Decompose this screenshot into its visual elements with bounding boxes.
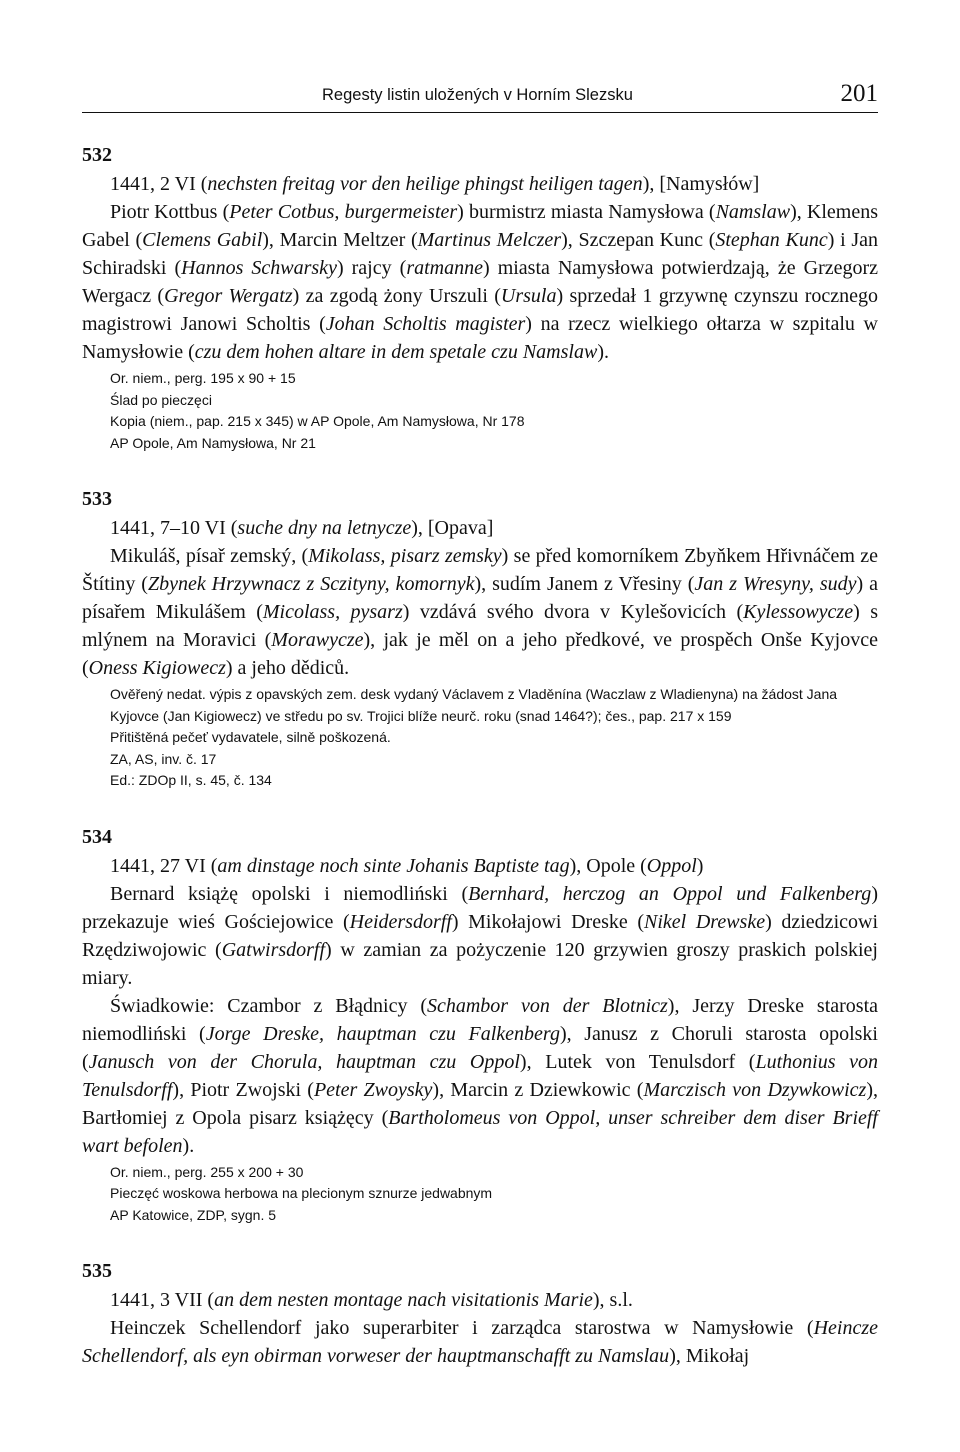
note: Přitištěná pečeť vydavatele, silně poškozená. [110,729,391,745]
note: AP Opole, Am Namysłowa, Nr 21 [110,434,316,451]
entry-body: Bernard książę opolski i niemodliński (Bernhard, herczog an Oppol und Falkenberg) przekazuje wieś Gościejowice (Heidersdorff) Mikołajowi Dreske (Nikel Drewske) dziedzicowi Rzędziwojowic (Gatwirsdorff) w zamian za pożyczenie 120 grzywien groszy praskich polskiej miary. [82,882,878,989]
entry-notes [82,684,878,792]
entry-number: 532 [82,144,112,166]
note: AP Katowice, ZDP, sygn. 5 [110,1206,277,1223]
entry-number: 533 [82,488,112,510]
entry-date: 1441, 27 VI (am dinstage noch sinte Johanis Baptiste tag), Opole (Oppol) [110,854,704,877]
note: Pieczęć woskowa herbowa na plecionym sznurze jedwabnym [110,1185,493,1201]
note: Ed.: ZDOp II, s. 45, č. 134 [110,772,272,788]
entry-notes [82,1162,878,1227]
note: Or. niem., perg. 255 x 200 + 30 [110,1163,304,1180]
document-page [82,0,878,1452]
entry-number: 534 [82,825,112,848]
entry-date: 1441, 7–10 VI (suche dny na letnycze), [Opava] [110,517,494,539]
entry-date: 1441, 2 VI (nechsten freitag vor den heilige phingst heiligen tagen), [Namysłów] [110,173,760,195]
note: Kopia (niem., pap. 215 x 345) w AP Opole, Am Namysłowa, Nr 178 [110,413,525,429]
entry-534 [82,822,878,1227]
note: Or. niem., perg. 195 x 90 + 15 [110,370,296,386]
entry-body: Piotr Kottbus (Peter Cotbus, burgermeister) burmistrz miasta Namysłowa (Namslaw), Klemens Gabel (Clemens Gabil), Marcin Meltzer (Martinus Melczer), Szczepan Kunc (Stephan Kunc) i Jan Schiradski (Hannos Schwarsky) rajcy (ratmanne) miasta Namysłowa potwierdzają, że Grzegorz Wergacz (Gregor Wergatz) za zgodą żony Urszuli (Ursula) sprzedał 1 grzywnę czynszu rocznego magistrowi Janowi Scholtis (Johan Scholtis magister) na rzecz wielkiego ołtarza w szpitalu w Namysłowie (czu dem hohen altare in dem spetale czu Namslaw). [82,201,879,363]
entry-number: 535 [82,1260,112,1282]
entry-body: Mikuláš, písař zemský, (Mikolass, pisarz zemsky) se před komorníkem Zbyňkem Hřivnáčem ze Štítiny (Zbynek Hrzywnacz z Sczityny, komornyk), sudím Janem z Vřesiny (Jan z Wresyny, sudy) a písařem Mikulášem (Micolass, pysarz) vzdává svého dvora v Kylešovicích (Kylessowycze) s mlýnem na Moravici (Morawycze), jak je měl on a jeho předkové, ve prospěch Onše Kyjovce (Oness Kigiowecz) a jeho dědiců. [82,545,879,679]
entry-date: 1441, 3 VII (an dem nesten montage nach visitationis Marie), s.l. [110,1289,633,1311]
content [82,140,878,1400]
note: Ověřený nedat. výpis z opavských zem. desk vydaný Václavem z Vladěnína (Waczlaw z Wladienyna) na žádost Jana Kyjovce (Jan Kigiowecz) ve středu po sv. Trojici blíže neurč. roku (snad 1464?); čes., pap. 217 x 159 [110,686,838,724]
running-header [82,78,878,113]
note: ZA, AS, inv. č. 17 [110,750,217,767]
entry-532 [82,140,878,454]
entry-witnesses: Świadkowie: Czambor z Błądnicy (Schambor von der Blotnicz), Jerzy Dreske starosta niemodliński (Jorge Dreske, hauptman czu Falkenberg), Janusz z Choruli starosta opolski (Janusch von der Chorula, hauptman czu Oppol), Lutek von Tenulsdorf (Luthonius von Tenulsdorff), Piotr Zwojski (Peter Zwoysky), Marcin z Dziewkowic (Marczisch von Dzywkowicz), Bartłomiej z Opola pisarz książęcy (Bartholomeus von Oppol, unser schreiber dem diser Brieff wart befolen). [82,994,879,1157]
page-number: 201 [840,80,878,107]
entry-535 [82,1256,878,1370]
entry-533 [82,484,878,792]
entry-body: Heinczek Schellendorf jako superarbiter i zarządca starostwa w Namysłowie (Heincze Schellendorf, als eyn obirman vorweser der hauptmanschafft zu Namslau), Mikołaj [82,1317,878,1367]
header-title: Regesty listin uložených v Horním Slezsku [322,86,633,104]
note: Ślad po pieczęci [110,391,212,408]
entry-notes [82,368,878,454]
